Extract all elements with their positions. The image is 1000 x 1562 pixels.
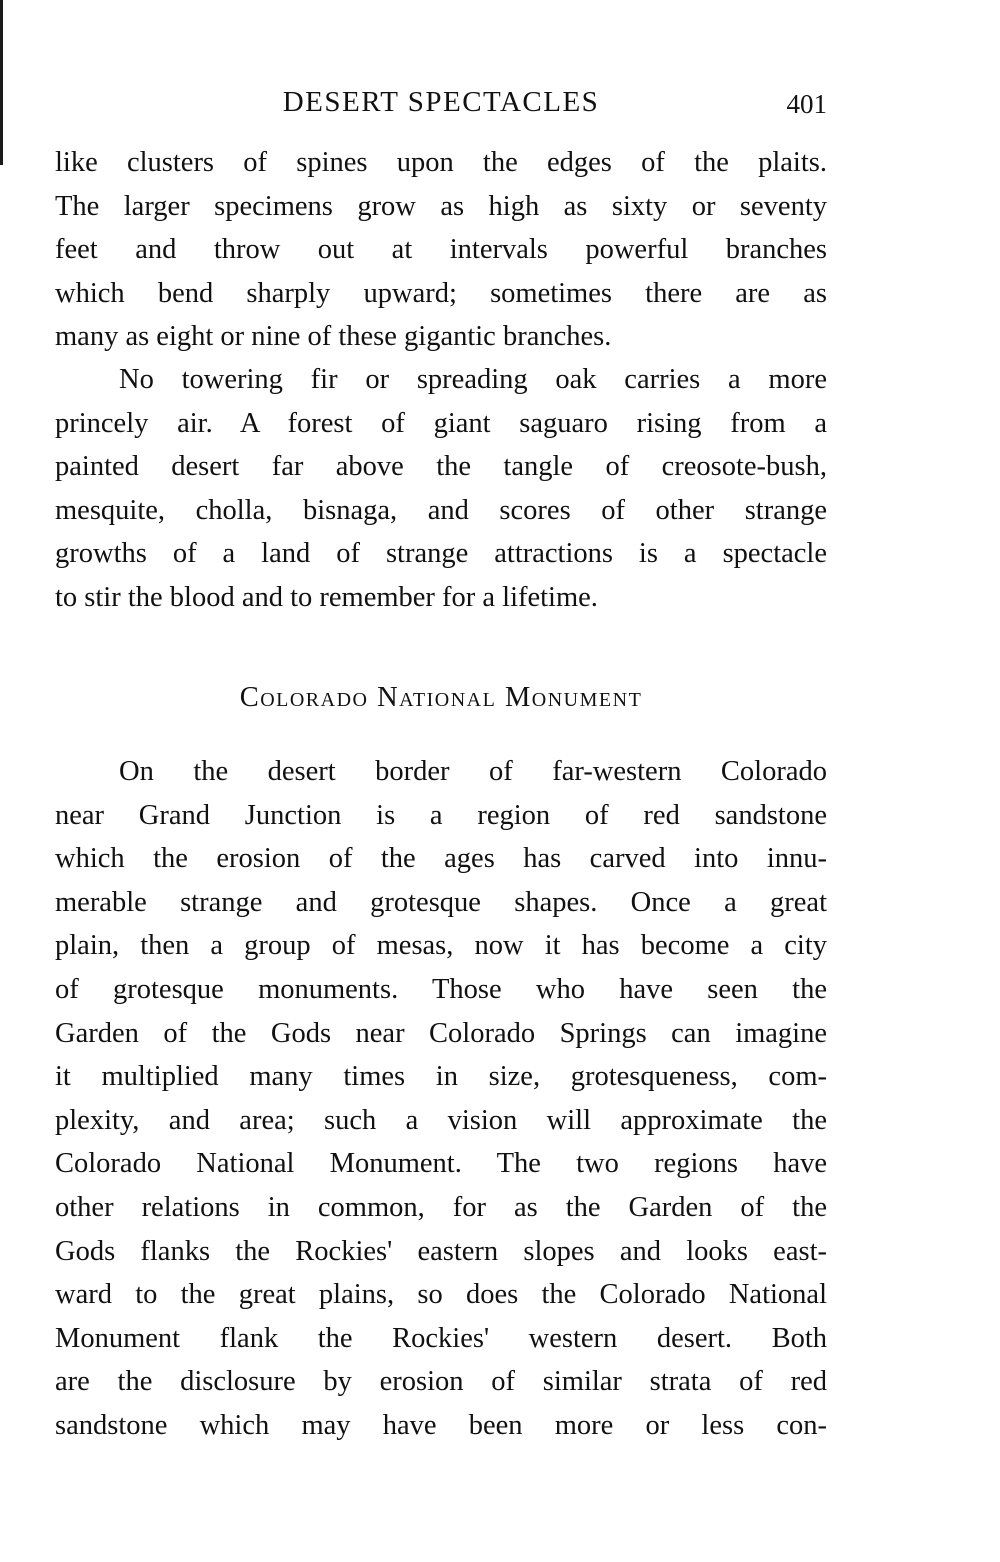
paragraph-colorado-monument [55,750,827,1448]
text-line: feet and throw out at intervals powerful branches [55,234,827,266]
text-line: are the disclosure by erosion of similar strata of red [55,1366,827,1398]
text-line: plexity, and area; such a vision will approximate the [55,1104,827,1136]
page-number: 401 [786,89,827,119]
text-line: which the erosion of the ages has carved into innu- [55,843,827,875]
text-line: it multiplied many times in size, grotesqueness, com- [55,1061,827,1093]
text-line: Monument flank the Rockies' western desert. Both [55,1322,827,1354]
section-heading: Colorado National Monument [239,682,643,713]
paragraph-saguaro-branches [55,141,827,359]
text-line: other relations in common, for as the Garden of the [55,1191,827,1223]
text-line: The larger specimens grow as high as sixty or seventy [55,190,827,222]
text-line: to stir the blood and to remember for a lifetime. [55,581,598,613]
text-line: painted desert far above the tangle of creosote-bush, [55,451,827,483]
text-line: which bend sharply upward; sometimes there are as [55,277,827,309]
text-line: of grotesque monuments. Those who have seen the [55,973,827,1005]
text-line: near Grand Junction is a region of red sandstone [55,799,827,831]
text-line: growths of a land of strange attractions is a spectacle [55,538,827,570]
text-line: merable strange and grotesque shapes. Once a great [55,886,827,918]
text-line: mesquite, cholla, bisnaga, and scores of other strange [55,494,827,526]
text-line: princely air. A forest of giant saguaro rising from a [55,407,827,439]
text-line: many as eight or nine of these gigantic branches. [55,321,612,353]
text-line: sandstone which may have been more or less con- [55,1409,827,1441]
text-line: ward to the great plains, so does the Colorado National [55,1279,827,1311]
running-title: DESERT SPECTACLES [282,86,600,118]
text-line: On the desert border of far-western Colorado [119,756,827,787]
page-edge-rule [0,0,3,165]
text-line: No towering fir or spreading oak carries a more [119,364,827,395]
text-line: Colorado National Monument. The two regions have [55,1148,827,1180]
text-line: Gods flanks the Rockies' eastern slopes and looks east- [55,1235,827,1267]
running-head [55,80,827,124]
paragraph-saguaro-forest [55,358,827,620]
text-line: plain, then a group of mesas, now it has become a city [55,930,827,962]
text-line: like clusters of spines upon the edges of the plaits. [55,147,827,178]
text-line: Garden of the Gods near Colorado Springs can imagine [55,1017,827,1049]
